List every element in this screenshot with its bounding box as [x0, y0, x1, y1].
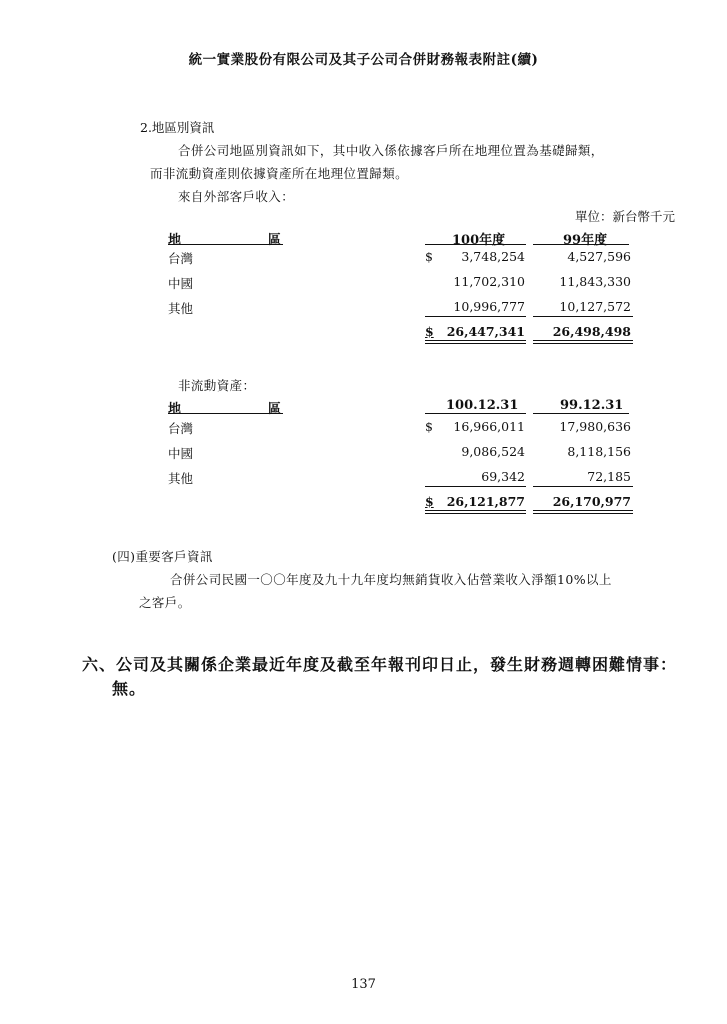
- table-cell: 4,527,596: [567, 249, 631, 264]
- assets-intro: 非流動資產：: [178, 378, 256, 393]
- col-header-region-a: 地: [168, 402, 182, 417]
- table-cell: 11,702,310: [453, 274, 525, 289]
- header-underline: [425, 413, 526, 414]
- table-cell: 69,342: [481, 469, 525, 484]
- currency-symbol: $: [425, 249, 433, 264]
- paragraph-line: 而非流動資產則依據資產所在地理位置歸類。: [150, 166, 409, 181]
- page-title: 統一實業股份有限公司及其子公司合併財務報表附註(續): [188, 52, 539, 68]
- section-heading-geographic: 2.地區別資訊: [140, 120, 215, 135]
- subtotal-rule: [533, 486, 633, 487]
- table-row-label: 中國: [168, 446, 194, 461]
- col-header-region-b: 區: [268, 402, 282, 417]
- table-row-label: 其他: [168, 301, 194, 316]
- total-double-rule: [533, 510, 633, 514]
- subtotal-rule: [533, 316, 633, 317]
- total-double-rule: [533, 340, 633, 344]
- currency-symbol: $: [425, 324, 434, 339]
- total-double-rule: [425, 510, 526, 514]
- table-cell: 3,748,254: [461, 249, 525, 264]
- total-double-rule: [425, 340, 526, 344]
- subtotal-rule: [425, 486, 526, 487]
- currency-symbol: $: [425, 494, 434, 509]
- section-heading-major-customers: (四)重要客戶資訊: [112, 549, 213, 564]
- table-total: 26,498,498: [552, 324, 631, 339]
- table-total: 26,121,877: [446, 494, 525, 509]
- paragraph-line: 之客戶。: [139, 595, 191, 610]
- table-cell: 11,843,330: [559, 274, 631, 289]
- table-total: 26,170,977: [552, 494, 631, 509]
- table-cell: 16,966,011: [453, 419, 525, 434]
- table-cell: 8,118,156: [567, 444, 631, 459]
- table-cell: 9,086,524: [461, 444, 525, 459]
- table-row-label: 其他: [168, 471, 194, 486]
- header-underline: [533, 244, 629, 245]
- col-header-99: 99.12.31: [560, 398, 624, 413]
- col-header-100: 100年度: [452, 233, 506, 248]
- section-six-heading: 六、公司及其關係企業最近年度及截至年報刊印日止，發生財務週轉困難情事：: [82, 655, 678, 674]
- table-row-label: 台灣: [168, 251, 194, 266]
- col-header-100: 100.12.31: [446, 398, 519, 413]
- table-cell: 10,127,572: [559, 299, 631, 314]
- header-underline: [168, 244, 283, 245]
- col-header-region-b: 區: [268, 233, 282, 248]
- table-cell: 10,996,777: [453, 299, 525, 314]
- col-header-region-a: 地: [168, 233, 182, 248]
- header-underline: [425, 244, 526, 245]
- subtotal-rule: [425, 316, 526, 317]
- header-underline: [168, 413, 283, 414]
- paragraph-line: 合併公司地區別資訊如下，其中收入係依據客戶所在地理位置為基礎歸類，: [178, 143, 604, 158]
- unit-label: 單位：新台幣千元: [574, 209, 675, 224]
- header-underline: [533, 413, 629, 414]
- currency-symbol: $: [425, 419, 433, 434]
- revenue-intro: 來自外部客戶收入：: [178, 189, 295, 204]
- table-row-label: 中國: [168, 276, 194, 291]
- paragraph-line: 合併公司民國一〇〇年度及九十九年度均無銷貨收入佔營業收入淨額10%以上: [170, 572, 612, 587]
- col-header-99: 99年度: [563, 233, 608, 248]
- table-total: 26,447,341: [446, 324, 525, 339]
- page-number: 137: [351, 977, 376, 992]
- section-six-answer: 無。: [112, 679, 147, 698]
- table-cell: 72,185: [587, 469, 631, 484]
- table-row-label: 台灣: [168, 421, 194, 436]
- table-cell: 17,980,636: [559, 419, 631, 434]
